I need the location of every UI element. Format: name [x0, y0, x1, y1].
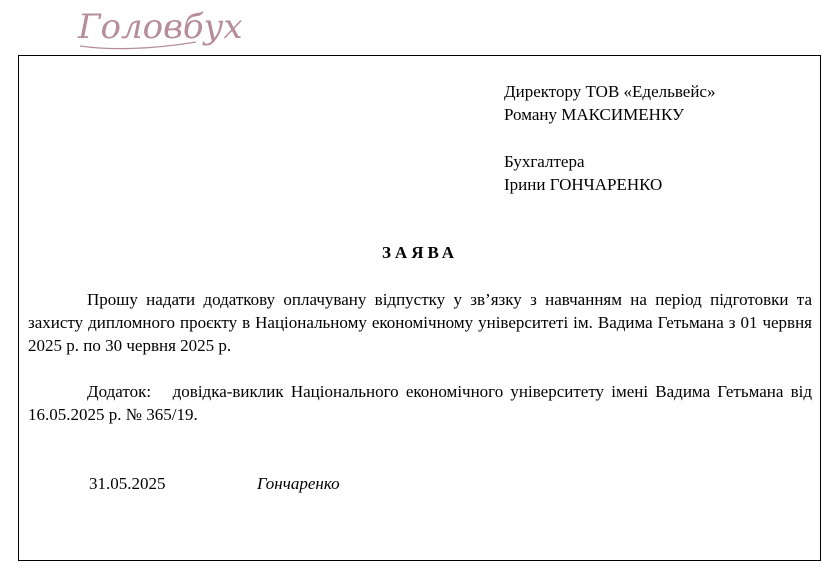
sender-position: Бухгалтера [504, 152, 585, 171]
request-body: Прошу надати додаткову оплачувану відпустку у зв’язку з навчанням на період підготовки та захисту дипломного проєкту в Національному економічному університеті ім. Вадима Гетьмана з 01 червня 2025 р. по 30 червня 2025 р. [28, 290, 812, 355]
signature-date: 31.05.2025 [89, 474, 166, 493]
signature-name: Гончаренко [257, 474, 340, 493]
addressee-block [504, 80, 715, 196]
addressee-name: Роману МАКСИМЕНКУ [504, 105, 684, 124]
document-title: ЗАЯВА [381, 243, 459, 262]
sender-name: Ірини ГОНЧАРЕНКО [504, 175, 663, 194]
logo-swash-decoration [78, 36, 208, 52]
attachment-note: Додаток: довідка-виклик Національного економічного університету імені Вадима Гетьмана від 16.05.2025 р. № 365/19. [28, 382, 817, 424]
logo-text: Головбух [78, 7, 243, 47]
spacer [504, 126, 715, 150]
addressee-position: Директору ТОВ «Едельвейс» [504, 82, 716, 101]
